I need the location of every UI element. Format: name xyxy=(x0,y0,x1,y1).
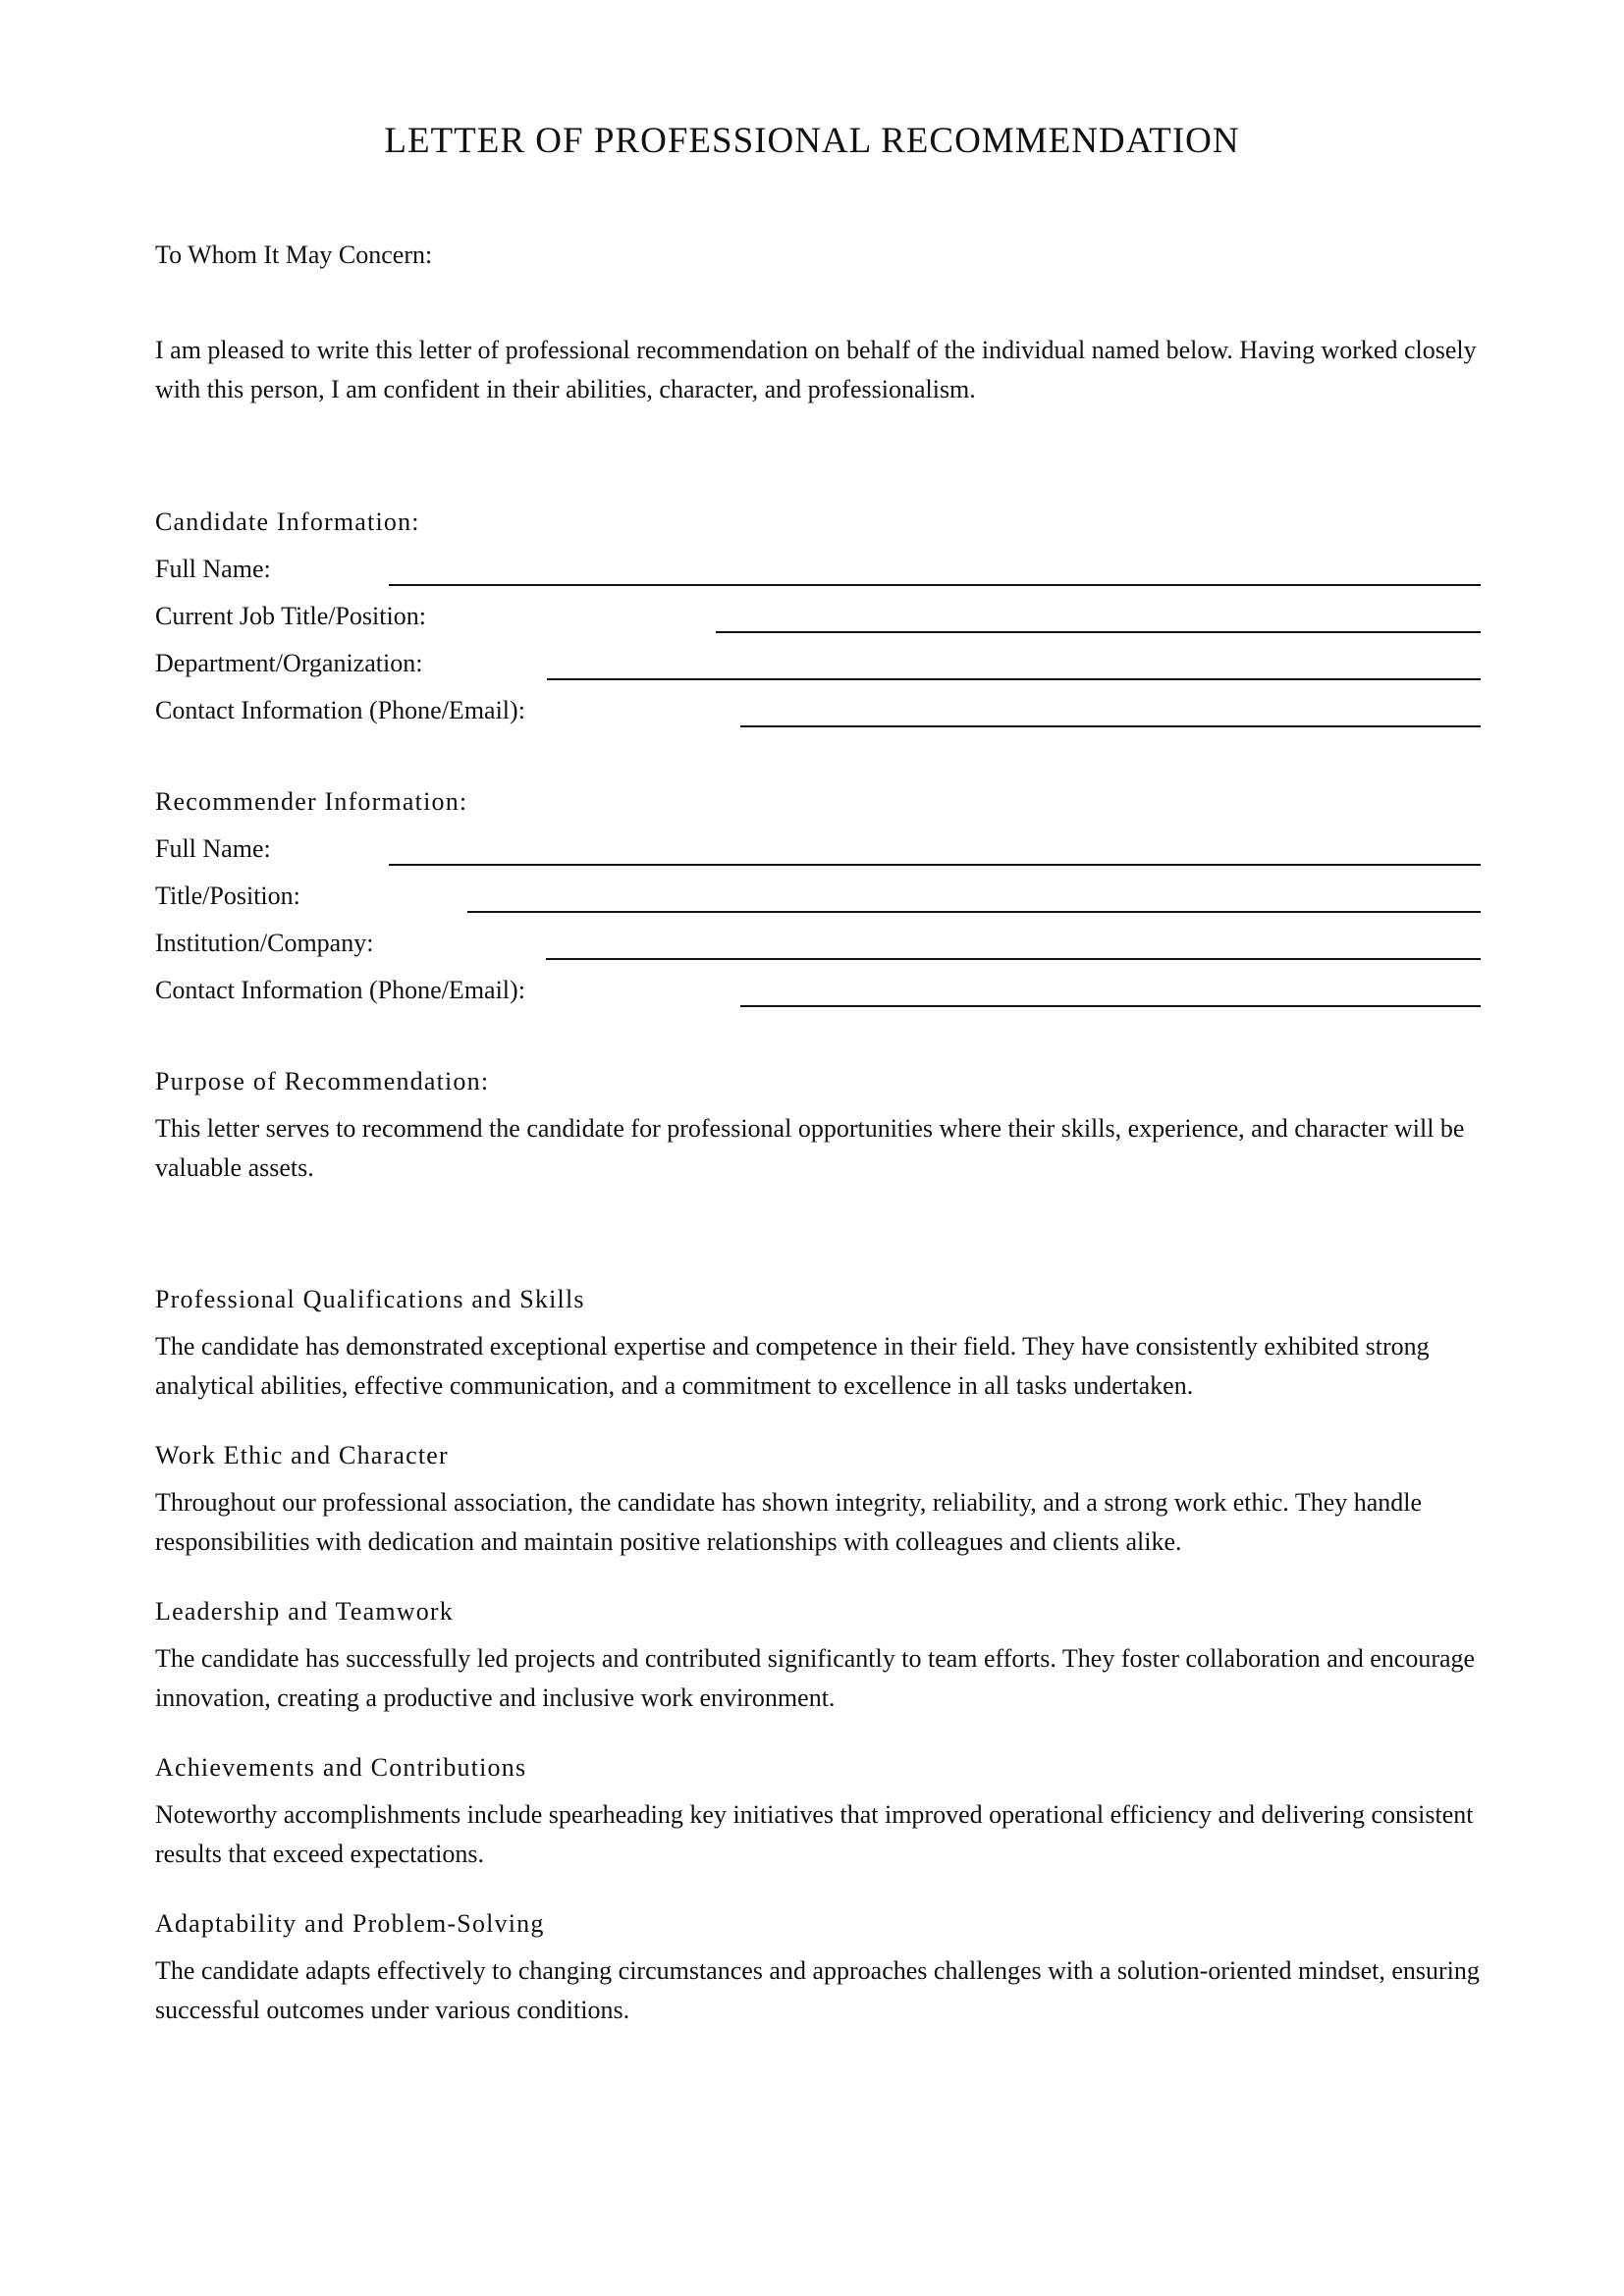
recommender-institution-input[interactable] xyxy=(546,958,1481,960)
candidate-full-name-field xyxy=(155,550,1481,589)
recommender-contact-label: Contact Information (Phone/Email): xyxy=(155,976,525,1004)
section-body-adaptability: The candidate adapts effectively to changing circumstances and approaches challenges with a solution-oriented mindset, ensuring successful outcomes under various conditions. xyxy=(155,1956,1480,2024)
recommender-title-field xyxy=(155,877,1481,916)
recommender-title-label: Title/Position: xyxy=(155,881,300,910)
candidate-info-heading: Candidate Information: xyxy=(155,507,420,536)
recommender-contact-input[interactable] xyxy=(740,1005,1481,1007)
salutation: To Whom It May Concern: xyxy=(155,240,433,269)
recommender-full-name-input[interactable] xyxy=(389,864,1481,866)
recommender-institution-field xyxy=(155,924,1481,963)
candidate-department-field xyxy=(155,644,1481,683)
candidate-contact-field xyxy=(155,691,1481,730)
candidate-job-title-label: Current Job Title/Position: xyxy=(155,602,426,630)
recommender-full-name-label: Full Name: xyxy=(155,834,271,863)
purpose-paragraph: This letter serves to recommend the candidate for professional opportunities where their skills, experience, and character will be valuable assets. xyxy=(155,1114,1465,1182)
section-heading-adaptability: Adaptability and Problem-Solving xyxy=(155,1909,545,1938)
section-heading-work-ethic: Work Ethic and Character xyxy=(155,1441,449,1469)
candidate-contact-label: Contact Information (Phone/Email): xyxy=(155,696,525,724)
candidate-department-label: Department/Organization: xyxy=(155,649,423,677)
section-heading-qualifications: Professional Qualifications and Skills xyxy=(155,1285,585,1313)
candidate-department-input[interactable] xyxy=(547,678,1481,680)
intro-paragraph: I am pleased to write this letter of professional recommendation on behalf of the individual named below. Having worked closely with this person, I am confident in their abilities, character, and professionalism. xyxy=(155,336,1477,403)
section-body-work-ethic: Throughout our professional association, the candidate has shown integrity, reliability, and a strong work ethic. They handle responsibilities with dedication and maintain positive relationships with colleagues and clients alike. xyxy=(155,1488,1423,1556)
section-body-qualifications: The candidate has demonstrated exceptional expertise and competence in their field. They have consistently exhibited strong analytical abilities, effective communication, and a commitment to excellence in all tasks undertaken. xyxy=(155,1332,1430,1400)
section-body-leadership: The candidate has successfully led projects and contributed significantly to team efforts. They foster collaboration and encourage innovation, creating a productive and inclusive work environment. xyxy=(155,1644,1476,1712)
recommender-institution-label: Institution/Company: xyxy=(155,929,374,957)
candidate-full-name-input[interactable] xyxy=(389,584,1481,586)
section-body-achievements: Noteworthy accomplishments include spearheading key initiatives that improved operational efficiency and delivering consistent results that exceed expectations. xyxy=(155,1800,1474,1868)
recommender-info-heading: Recommender Information: xyxy=(155,787,468,816)
section-heading-leadership: Leadership and Teamwork xyxy=(155,1597,454,1626)
candidate-contact-input[interactable] xyxy=(740,725,1481,727)
document-title: LETTER OF PROFESSIONAL RECOMMENDATION xyxy=(384,121,1240,161)
recommender-full-name-field xyxy=(155,829,1481,869)
recommender-contact-field xyxy=(155,971,1481,1010)
candidate-full-name-label: Full Name: xyxy=(155,555,271,583)
section-heading-achievements: Achievements and Contributions xyxy=(155,1753,527,1782)
candidate-job-title-input[interactable] xyxy=(716,631,1481,633)
recommender-title-input[interactable] xyxy=(467,911,1481,913)
candidate-job-title-field xyxy=(155,597,1481,636)
purpose-heading: Purpose of Recommendation: xyxy=(155,1067,490,1095)
